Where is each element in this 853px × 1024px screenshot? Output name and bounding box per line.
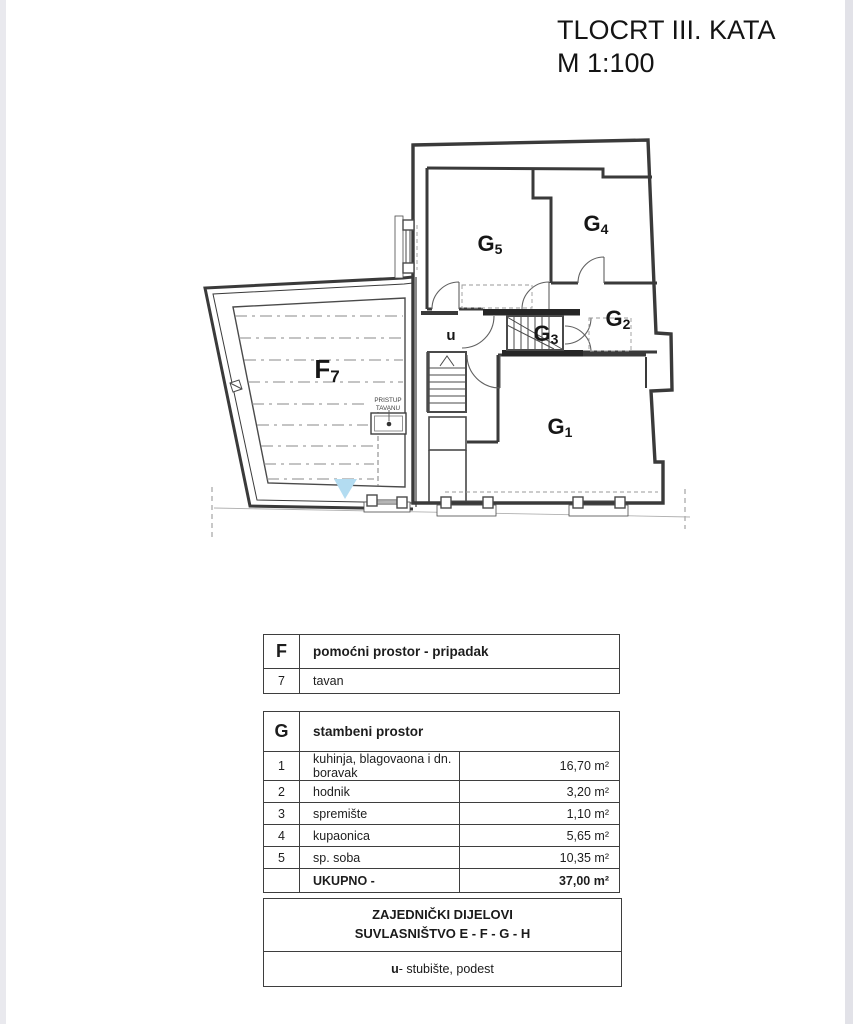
attic-access-label-line1: PRISTUP [374, 397, 402, 404]
table-f-header: pomoćni prostor - pripadak [300, 635, 620, 669]
row-area: 16,70 m² [460, 752, 620, 781]
dashed-opening-hints [417, 225, 658, 492]
attic-area-f7 [230, 298, 406, 499]
room-label-u: u [446, 327, 456, 344]
row-name: spremište [300, 803, 460, 825]
room-label-f7: F7 [314, 354, 340, 386]
room-label-g1: G1 [547, 414, 573, 440]
total-area: 37,00 m² [460, 869, 620, 893]
window-bottom-b [569, 497, 628, 516]
row-name: hodnik [300, 781, 460, 803]
room-labels [314, 211, 630, 440]
row-number: 3 [264, 803, 300, 825]
stairs-up-arrow [440, 356, 454, 366]
total-label: UKUPNO - [300, 869, 460, 893]
attic-access-hatch [371, 397, 406, 434]
stairs-main [428, 352, 466, 450]
table-f-header-row [264, 635, 620, 669]
table-row [264, 752, 620, 781]
total-empty-cell [264, 869, 300, 893]
row-area: 10,35 m² [460, 847, 620, 869]
legend-item-desc: - stubište, podest [398, 962, 494, 976]
title-line2: M 1:100 [557, 47, 655, 78]
legend-title-block [264, 899, 621, 952]
attic-access-label-line2: TAVANU [375, 405, 401, 412]
row-number: 4 [264, 825, 300, 847]
row-name: kuhinja, blagovaona i dn. boravak [300, 752, 460, 781]
row-number: 5 [264, 847, 300, 869]
table-g [263, 711, 620, 893]
stair-shaft [429, 417, 466, 450]
row-number: 1 [264, 752, 300, 781]
row-name: sp. soba [300, 847, 460, 869]
room-label-g5: G5 [477, 231, 503, 257]
window-symbols [364, 216, 628, 516]
table-g-total-row [264, 869, 620, 893]
table-f [263, 634, 620, 694]
legend-box [263, 898, 622, 987]
table-g-header-row [264, 712, 620, 752]
room-label-g2: G2 [605, 306, 631, 332]
blue-marker-triangle [334, 479, 357, 499]
legend-line1: ZAJEDNIČKI DIJELOVI [372, 907, 513, 923]
table-f-code: F [264, 635, 300, 669]
window-bottom-left [364, 495, 410, 512]
table-row [264, 803, 620, 825]
window-left [395, 216, 414, 278]
table-row [264, 781, 620, 803]
row-name: tavan [300, 669, 620, 694]
outer-walls [205, 140, 672, 509]
row-area: 3,20 m² [460, 781, 620, 803]
row-area: 5,65 m² [460, 825, 620, 847]
table-row [264, 825, 620, 847]
row-number: 7 [264, 669, 300, 694]
legend-line2: SUVLASNIŠTVO E - F - G - H [354, 926, 531, 941]
row-name: kupaonica [300, 825, 460, 847]
room-label-g4: G4 [583, 211, 609, 237]
table-g-code: G [264, 712, 300, 752]
row-number: 2 [264, 781, 300, 803]
title-line1: TLOCRT III. KATA [557, 15, 776, 45]
row-area: 1,10 m² [460, 803, 620, 825]
table-g-header: stambeni prostor [300, 712, 620, 752]
table-row [264, 847, 620, 869]
room-label-g3: G3 [533, 321, 559, 347]
legend-item [264, 952, 621, 986]
table-row [264, 669, 620, 694]
legend-item-key: u [391, 962, 399, 976]
